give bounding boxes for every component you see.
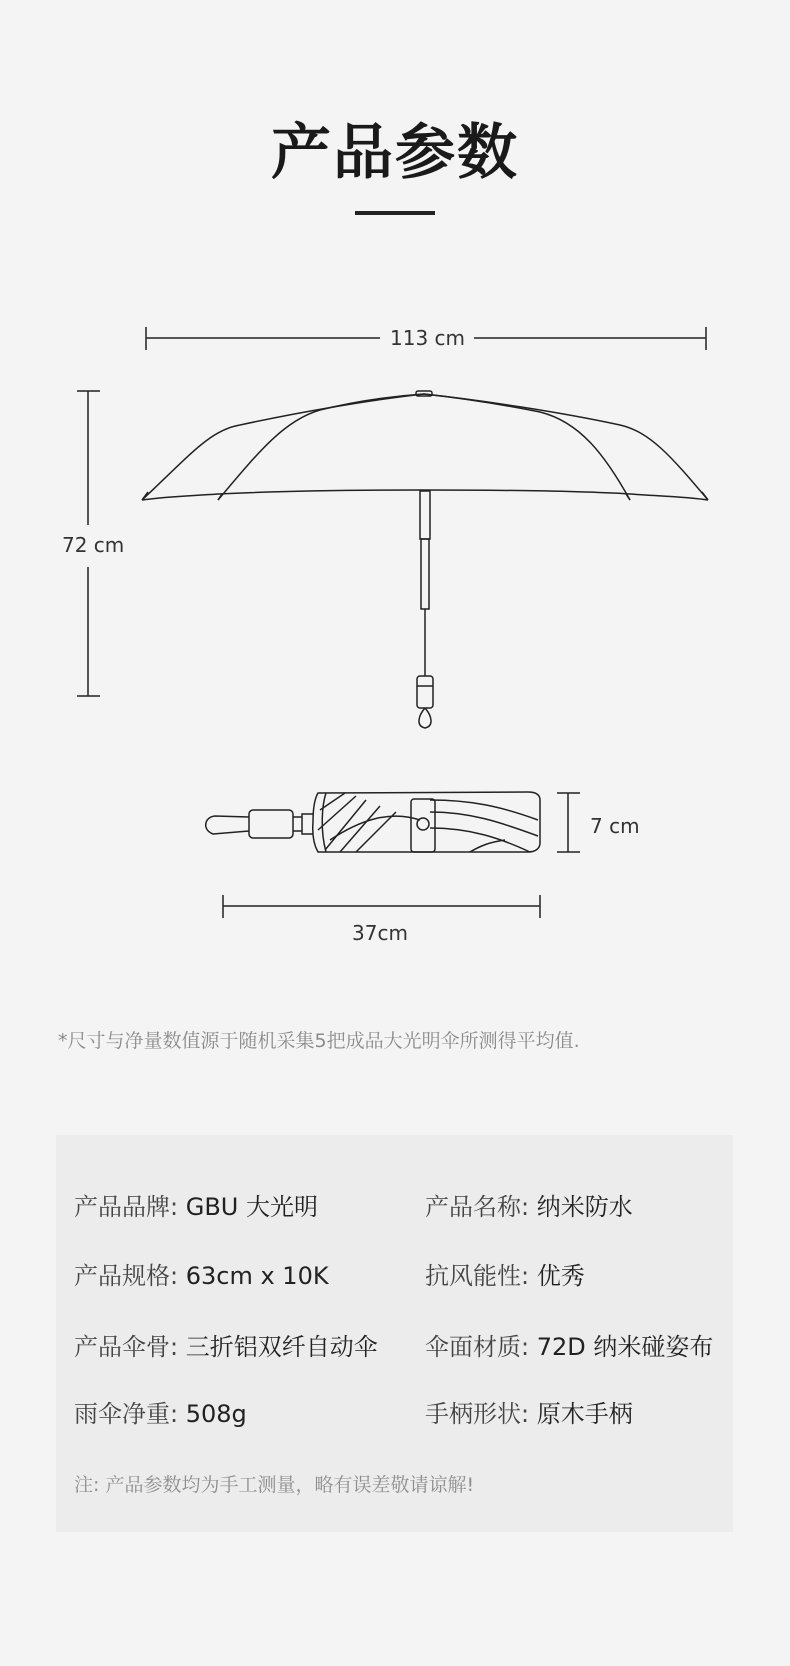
spec-key: 雨伞净重: [74,1400,179,1428]
spec-value: 508g [185,1400,247,1428]
spec-key: 产品名称: [425,1193,530,1221]
spec-key: 伞面材质: [425,1333,530,1361]
spec-row-3-left [74,1327,378,1362]
spec-table [56,1135,733,1532]
spec-key: 手柄形状: [425,1400,530,1428]
spec-row-4-left [74,1394,247,1429]
spec-value: 原木手柄 [536,1400,633,1428]
spec-key: 产品伞骨: [74,1333,179,1361]
spec-value: GBU 大光明 [185,1193,318,1221]
spec-key: 产品规格: [74,1262,179,1290]
folded-height-label: 7 cm [590,814,640,838]
spec-footnote: 注: 产品参数均为手工测量，略有误差敬请谅解! [74,1474,475,1496]
spec-row-1-left [74,1187,318,1222]
page-title: 产品参数 [271,118,519,188]
open-width-label: 113 cm [390,326,466,350]
spec-value: 纳米防水 [536,1193,633,1221]
spec-row-1-right [425,1187,633,1222]
spec-key: 产品品牌: [74,1193,179,1221]
open-umbrella-canopy [142,391,708,500]
open-height-label: 72 cm [62,533,125,557]
spec-value: 63cm x 10K [185,1262,329,1290]
spec-key: 抗风能性: [425,1262,530,1290]
folded-length-label: 37cm [352,921,408,945]
folded-umbrella [206,792,540,852]
measurement-disclaimer: *尺寸与净量数值源于随机采集5把成品大光明伞所测得平均值. [58,1030,580,1052]
spec-row-3-right [425,1327,713,1362]
spec-value: 优秀 [536,1262,585,1290]
spec-row-2-right [425,1256,585,1291]
spec-row-4-right [425,1394,633,1429]
umbrella-shaft-handle [417,491,433,728]
spec-value: 72D 纳米碰姿布 [536,1333,714,1361]
spec-value: 三折铝双纤自动伞 [185,1333,378,1361]
spec-row-2-left [74,1256,329,1291]
